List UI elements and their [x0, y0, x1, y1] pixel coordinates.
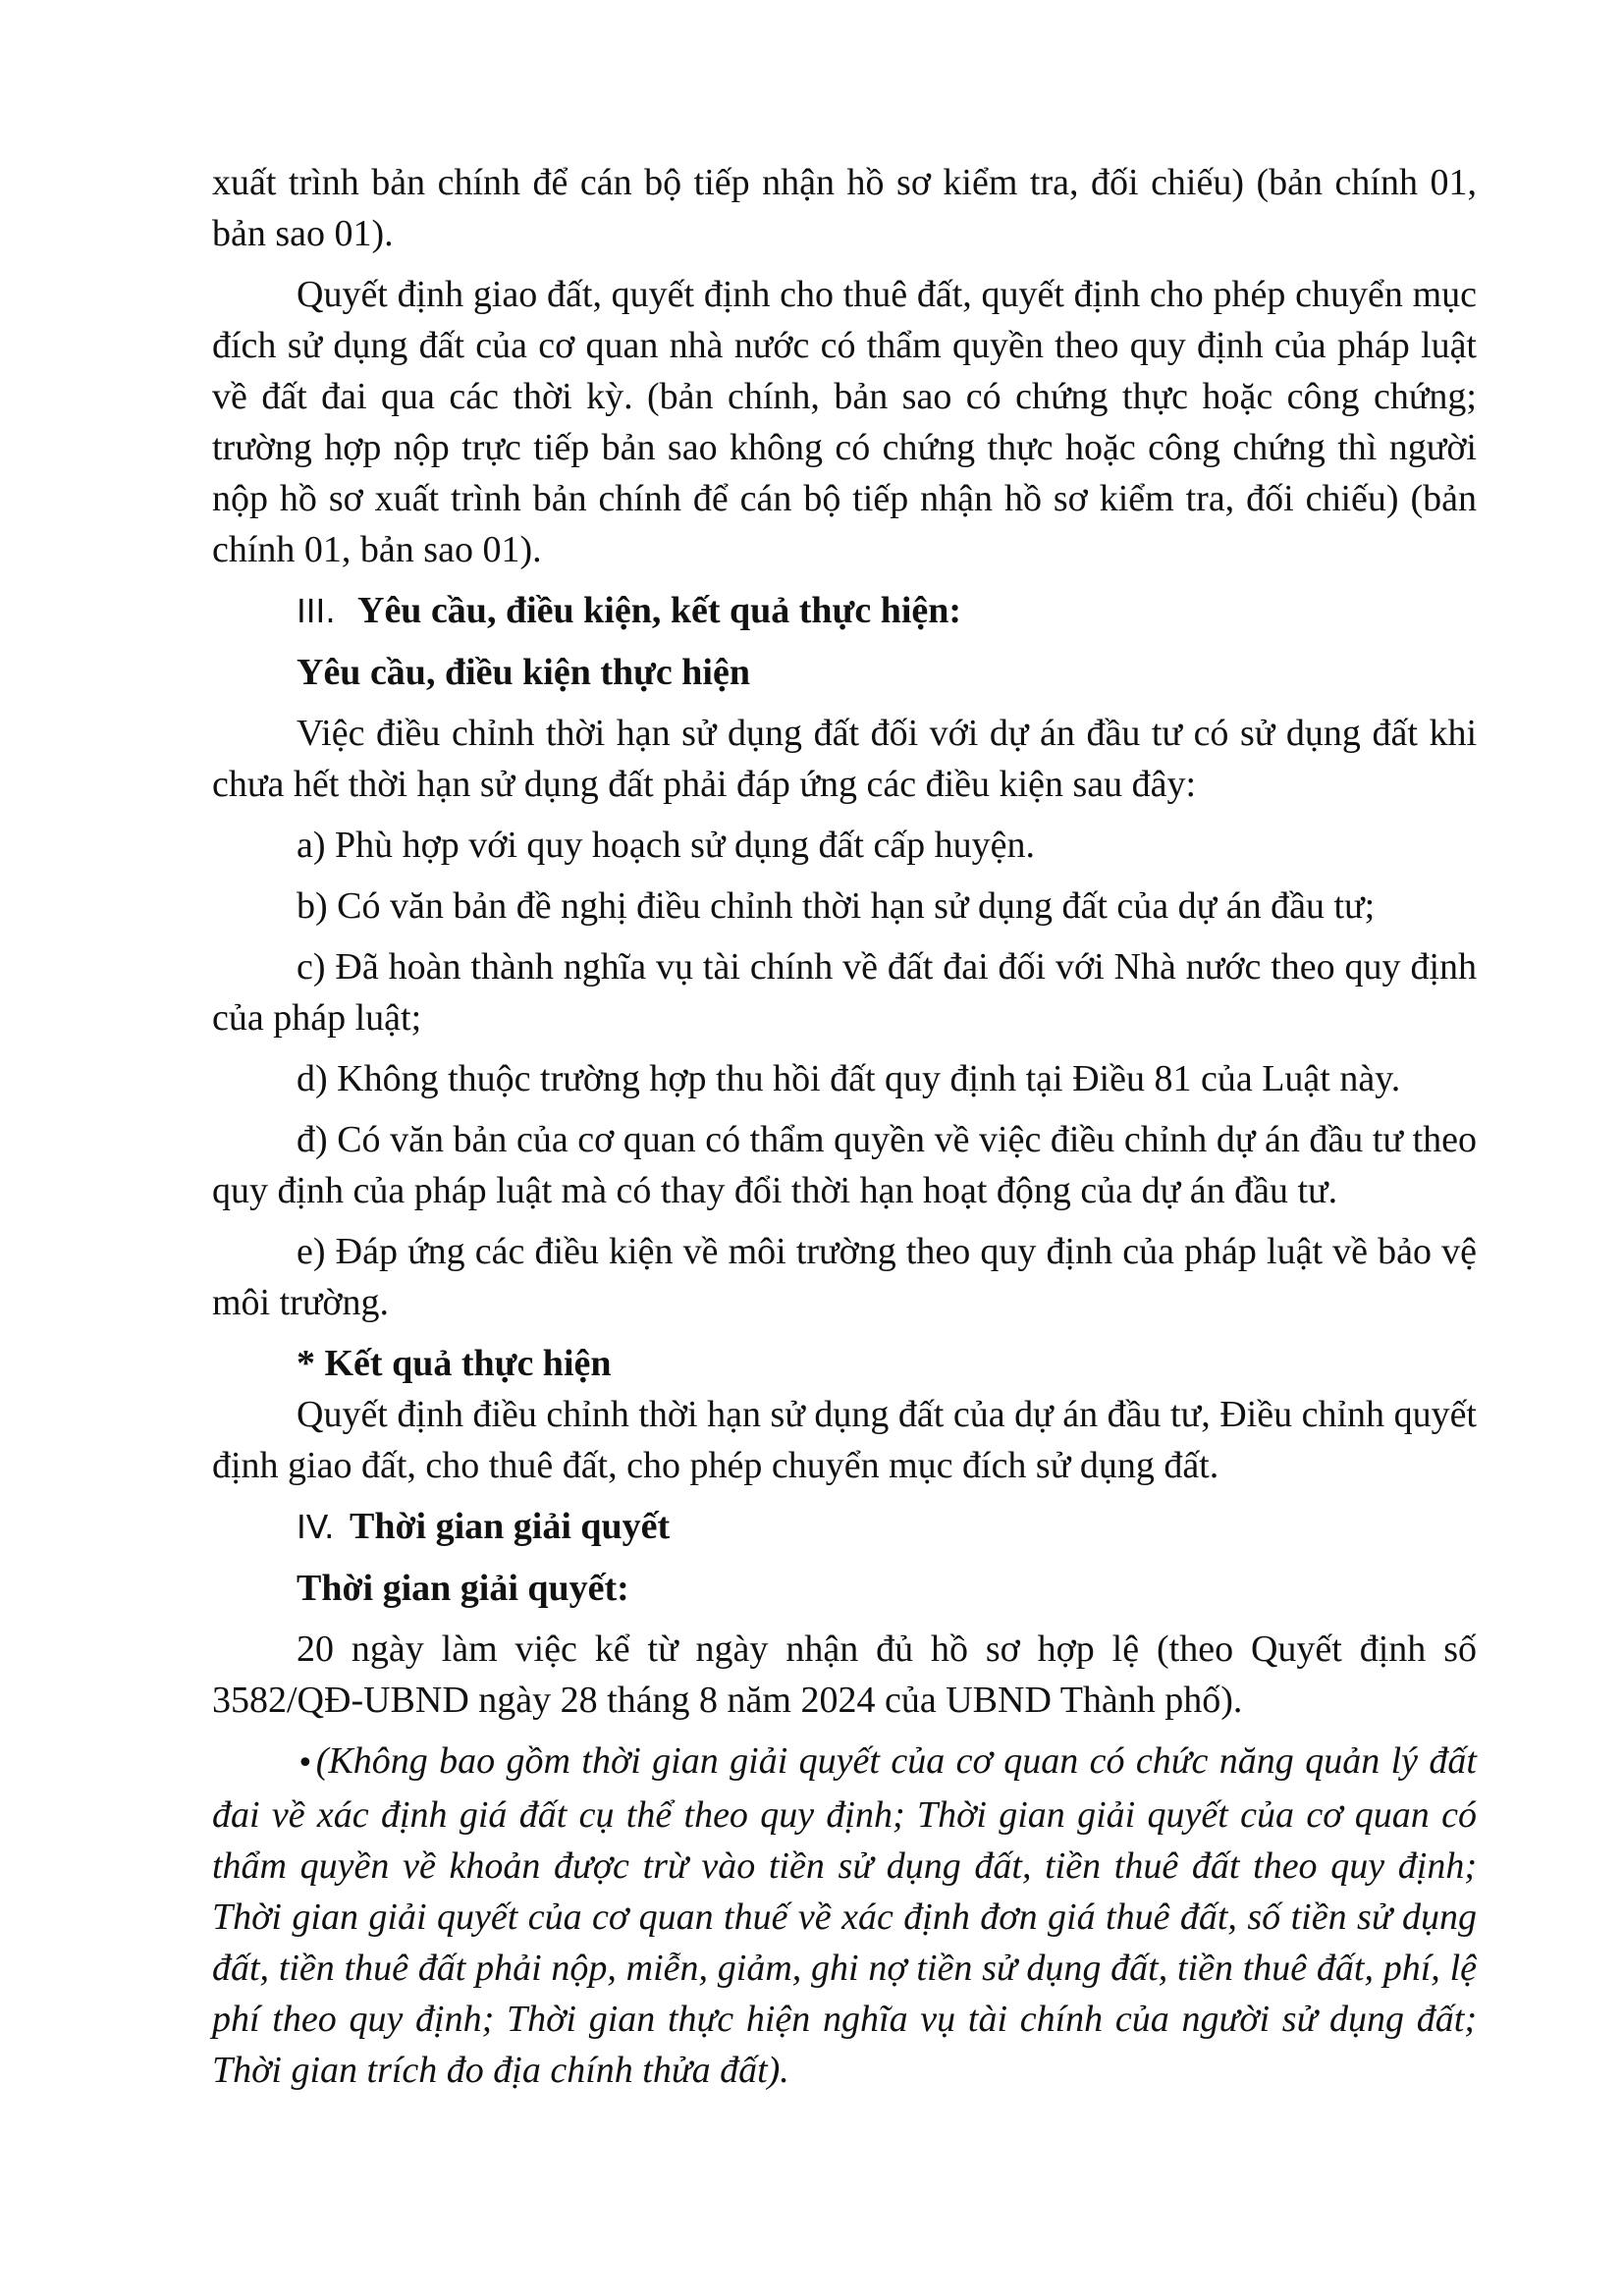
section-number: III.	[297, 592, 336, 630]
condition-b: b) Có văn bản đề nghị điều chỉnh thời hạn sử dụng đất của dự án đầu tư;	[297, 885, 1376, 927]
bullet-icon: •	[297, 1746, 314, 1781]
section-title: Thời gian giải quyết	[350, 1506, 671, 1547]
subheading-result: * Kết quả thực hiện	[297, 1343, 612, 1384]
section-number: IV.	[297, 1508, 335, 1546]
condition-e: e) Đáp ứng các điều kiện về môi trường theo quy định của pháp luật về bảo vệ môi trường.	[212, 1231, 1477, 1323]
condition-dd: đ) Có văn bản của cơ quan có thẩm quyền về việc điều chỉnh dự án đầu tư theo quy định của pháp luật mà có thay đổi thời hạn hoạt động của dự án đầu tư.	[212, 1119, 1477, 1211]
section-heading-processing-time	[212, 1501, 1477, 1553]
subheading-processing-time: Thời gian giải quyết:	[297, 1568, 629, 1609]
subheading-conditions: Yêu cầu, điều kiện thực hiện	[297, 652, 750, 693]
paragraph-processing-time: 20 ngày làm việc kể từ ngày nhận đủ hồ sơ hợp lệ (theo Quyết định số 3582/QĐ-UBND ngày 28 tháng 8 năm 2024 của UBND Thành phố).	[212, 1629, 1477, 1721]
paragraph-result: Quyết định điều chỉnh thời hạn sử dụng đất của dự án đầu tư, Điều chỉnh quyết định giao đất, cho thuê đất, cho phép chuyển mục đích sử dụng đất.	[212, 1394, 1477, 1486]
document-page	[212, 157, 1477, 2096]
section-heading-requirements	[212, 585, 1477, 637]
condition-c: c) Đã hoàn thành nghĩa vụ tài chính về đất đai đối với Nhà nước theo quy định của pháp luật;	[212, 946, 1477, 1039]
paragraph-conditions-intro: Việc điều chỉnh thời hạn sử dụng đất đối với dự án đầu tư có sử dụng đất khi chưa hết thời hạn sử dụng đất phải đáp ứng các điều kiện sau đây:	[212, 713, 1477, 805]
paragraph-land-decisions: Quyết định giao đất, quyết định cho thuê đất, quyết định cho phép chuyển mục đích sử dụng đất của cơ quan nhà nước có thẩm quyền theo quy định của pháp luật về đất đai qua các thời kỳ. (bản chính, bản sao có chứng thực hoặc công chứng; trường hợp nộp trực tiếp bản sao không có chứng thực hoặc công chứng thì người nộp hồ sơ xuất trình bản chính để cán bộ tiếp nhận hồ sơ kiểm tra, đối chiếu) (bản chính 01, bản sao 01).	[212, 274, 1477, 570]
condition-a: a) Phù hợp với quy hoạch sử dụng đất cấp huyện.	[297, 825, 1036, 866]
note-exclusions	[212, 1735, 1477, 2096]
note-text: (Không bao gồm thời gian giải quyết của cơ quan có chức năng quản lý đất đai về xác định giá đất cụ thể theo quy định; Thời gian giải quyết của cơ quan có thẩm quyền về khoản được trừ vào tiền sử dụng đất, tiền thuê đất theo quy định; Thời gian giải quyết của cơ quan thuế về xác định đơn giá thuê đất, số tiền sử dụng đất, tiền thuê đất phải nộp, miễn, giảm, ghi nợ tiền sử dụng đất, tiền thuê đất, phí, lệ phí theo quy định; Thời gian thực hiện nghĩa vụ tài chính của người sử dụng đất; Thời gian trích đo địa chính thửa đất).	[212, 1740, 1477, 2091]
condition-d: d) Không thuộc trường hợp thu hồi đất quy định tại Điều 81 của Luật này.	[297, 1058, 1401, 1099]
paragraph-continuation: xuất trình bản chính để cán bộ tiếp nhận hồ sơ kiểm tra, đối chiếu) (bản chính 01, bản sao 01).	[212, 162, 1477, 254]
section-title: Yêu cầu, điều kiện, kết quả thực hiện:	[357, 590, 962, 631]
